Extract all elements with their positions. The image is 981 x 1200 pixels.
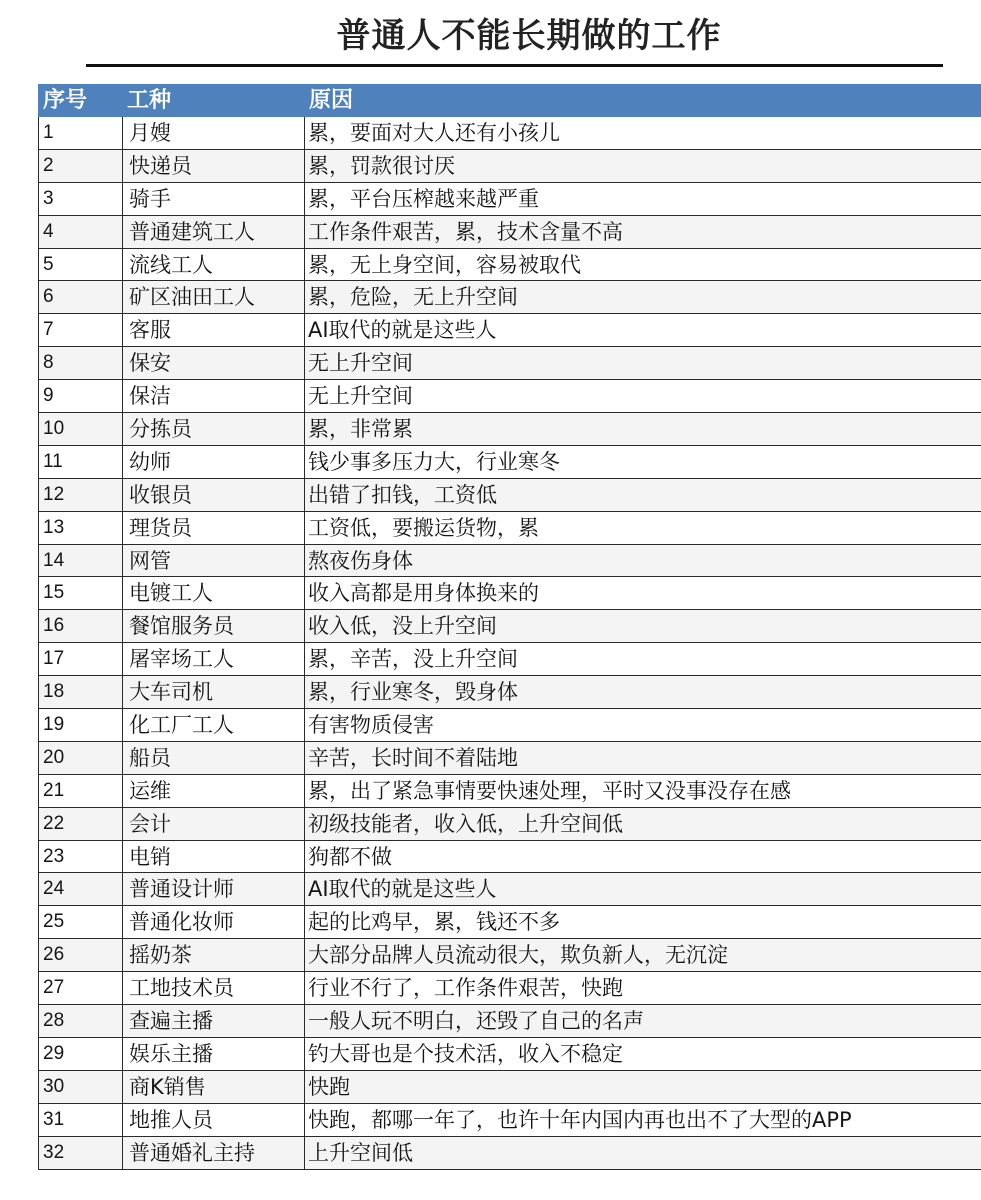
table-row [39,478,981,511]
row-number-cell: 20 [39,741,123,774]
job-name-cell: 船员 [123,741,305,774]
table-row [39,281,981,314]
row-number-cell: 27 [39,972,123,1005]
job-name-cell: 普通建筑工人 [123,215,305,248]
table-row [39,445,981,478]
header-job: 工种 [123,85,305,117]
table-row [39,610,981,643]
table-row [39,215,981,248]
job-name-cell: 普通设计师 [123,873,305,906]
row-number-cell: 6 [39,281,123,314]
table-row [39,643,981,676]
reason-cell: 出错了扣钱，工资低 [305,478,981,511]
job-name-cell: 电镀工人 [123,577,305,610]
reason-cell: 无上升空间 [305,347,981,380]
reason-cell: 有害物质侵害 [305,709,981,742]
job-name-cell: 工地技术员 [123,972,305,1005]
job-name-cell: 地推人员 [123,1103,305,1136]
row-number-cell: 9 [39,380,123,413]
job-table-container [38,84,981,1170]
table-row [39,709,981,742]
row-number-cell: 30 [39,1070,123,1103]
reason-cell: 累，出了紧急事情要快速处理，平时又没事没存在感 [305,774,981,807]
table-row [39,1103,981,1136]
table-row [39,380,981,413]
row-number-cell: 29 [39,1037,123,1070]
reason-cell: 累，平台压榨越来越严重 [305,182,981,215]
row-number-cell: 28 [39,1005,123,1038]
table-row [39,117,981,150]
job-name-cell: 查遍主播 [123,1005,305,1038]
job-name-cell: 骑手 [123,182,305,215]
job-name-cell: 月嫂 [123,117,305,150]
reason-cell: AI取代的就是这些人 [305,873,981,906]
job-name-cell: 化工厂工人 [123,709,305,742]
row-number-cell: 21 [39,774,123,807]
row-number-cell: 26 [39,939,123,972]
table-header-row [39,85,981,117]
reason-cell: 累，罚款很讨厌 [305,149,981,182]
reason-cell: 辛苦，长时间不着陆地 [305,741,981,774]
reason-cell: 钓大哥也是个技术活，收入不稳定 [305,1037,981,1070]
page-title: 普通人不能长期做的工作 [336,16,722,56]
job-name-cell: 流线工人 [123,248,305,281]
job-name-cell: 会计 [123,807,305,840]
table-row [39,906,981,939]
row-number-cell: 15 [39,577,123,610]
title-underline [86,64,943,67]
reason-cell: 工资低，要搬运货物，累 [305,511,981,544]
job-name-cell: 分拣员 [123,413,305,446]
job-name-cell: 运维 [123,774,305,807]
job-name-cell: 普通化妆师 [123,906,305,939]
job-name-cell: 收银员 [123,478,305,511]
table-row [39,182,981,215]
reason-cell: AI取代的就是这些人 [305,314,981,347]
table-body [39,117,981,1170]
job-name-cell: 网管 [123,544,305,577]
row-number-cell: 11 [39,445,123,478]
table-header [39,85,981,117]
reason-cell: 累，辛苦，没上升空间 [305,643,981,676]
job-table [38,84,981,1170]
row-number-cell: 16 [39,610,123,643]
row-number-cell: 17 [39,643,123,676]
row-number-cell: 24 [39,873,123,906]
row-number-cell: 8 [39,347,123,380]
table-row [39,1037,981,1070]
job-name-cell: 矿区油田工人 [123,281,305,314]
reason-cell: 上升空间低 [305,1136,981,1169]
table-row [39,939,981,972]
job-name-cell: 屠宰场工人 [123,643,305,676]
job-name-cell: 客服 [123,314,305,347]
reason-cell: 行业不行了，工作条件艰苦，快跑 [305,972,981,1005]
table-row [39,577,981,610]
table-row [39,1136,981,1169]
job-name-cell: 电销 [123,840,305,873]
row-number-cell: 12 [39,478,123,511]
job-name-cell: 幼师 [123,445,305,478]
row-number-cell: 23 [39,840,123,873]
row-number-cell: 18 [39,676,123,709]
job-name-cell: 摇奶茶 [123,939,305,972]
row-number-cell: 14 [39,544,123,577]
row-number-cell: 25 [39,906,123,939]
reason-cell: 累，要面对大人还有小孩儿 [305,117,981,150]
reason-cell: 大部分品牌人员流动很大，欺负新人，无沉淀 [305,939,981,972]
table-row [39,1070,981,1103]
table-row [39,149,981,182]
table-row [39,248,981,281]
table-row [39,676,981,709]
job-name-cell: 餐馆服务员 [123,610,305,643]
row-number-cell: 5 [39,248,123,281]
job-name-cell: 普通婚礼主持 [123,1136,305,1169]
row-number-cell: 19 [39,709,123,742]
table-row [39,774,981,807]
table-row [39,413,981,446]
reason-cell: 快跑 [305,1070,981,1103]
reason-cell: 收入低，没上升空间 [305,610,981,643]
table-row [39,1005,981,1038]
reason-cell: 累，行业寒冬，毁身体 [305,676,981,709]
row-number-cell: 4 [39,215,123,248]
job-name-cell: 商K销售 [123,1070,305,1103]
reason-cell: 一般人玩不明白，还毁了自己的名声 [305,1005,981,1038]
table-row [39,840,981,873]
row-number-cell: 2 [39,149,123,182]
row-number-cell: 13 [39,511,123,544]
table-row [39,807,981,840]
reason-cell: 熬夜伤身体 [305,544,981,577]
reason-cell: 累，危险，无上升空间 [305,281,981,314]
table-row [39,741,981,774]
reason-cell: 无上升空间 [305,380,981,413]
header-reason: 原因 [305,85,981,117]
table-row [39,873,981,906]
table-row [39,347,981,380]
reason-cell: 钱少事多压力大，行业寒冬 [305,445,981,478]
job-name-cell: 快递员 [123,149,305,182]
job-name-cell: 保安 [123,347,305,380]
table-row [39,511,981,544]
row-number-cell: 1 [39,117,123,150]
reason-cell: 累，非常累 [305,413,981,446]
reason-cell: 收入高都是用身体换来的 [305,577,981,610]
header-no: 序号 [39,85,123,117]
table-row [39,544,981,577]
job-name-cell: 保洁 [123,380,305,413]
reason-cell: 起的比鸡早，累，钱还不多 [305,906,981,939]
row-number-cell: 32 [39,1136,123,1169]
table-row [39,314,981,347]
reason-cell: 狗都不做 [305,840,981,873]
reason-cell: 累，无上身空间，容易被取代 [305,248,981,281]
job-name-cell: 理货员 [123,511,305,544]
row-number-cell: 22 [39,807,123,840]
row-number-cell: 10 [39,413,123,446]
row-number-cell: 7 [39,314,123,347]
reason-cell: 初级技能者，收入低，上升空间低 [305,807,981,840]
reason-cell: 快跑，都哪一年了，也许十年内国内再也出不了大型的APP [305,1103,981,1136]
row-number-cell: 31 [39,1103,123,1136]
table-row [39,972,981,1005]
job-name-cell: 大车司机 [123,676,305,709]
row-number-cell: 3 [39,182,123,215]
job-name-cell: 娱乐主播 [123,1037,305,1070]
reason-cell: 工作条件艰苦，累，技术含量不高 [305,215,981,248]
